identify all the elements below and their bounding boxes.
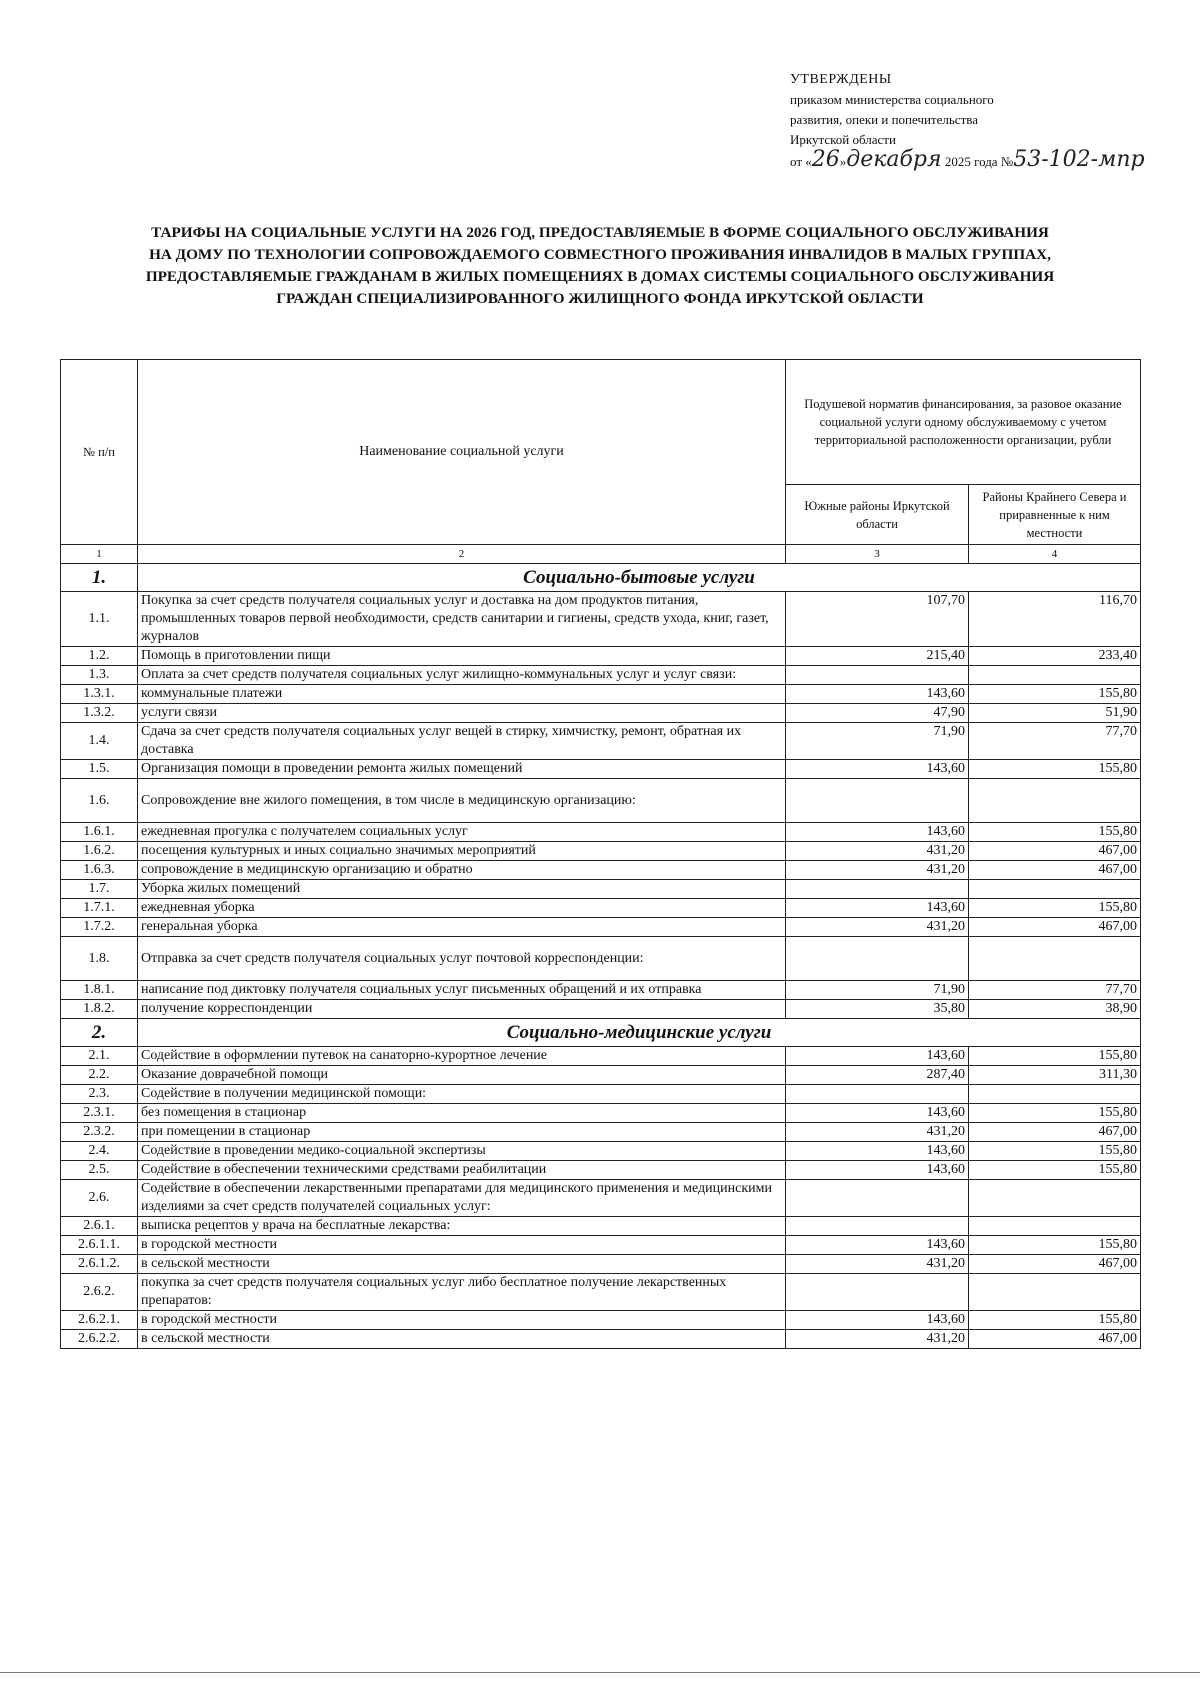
table-row: [61, 1085, 1141, 1104]
table-row: [61, 704, 1141, 723]
table-row: [61, 1000, 1141, 1019]
tariff-north: 38,90: [969, 1000, 1141, 1019]
date-mid: »: [839, 154, 847, 169]
row-number: 2.3.1.: [61, 1104, 138, 1123]
tariff-north: 155,80: [969, 1161, 1141, 1180]
header-norm: Подушевой норматив финансирования, за разовое оказание социальной услуги одному обслуживаемому с учетом территориальной расположенности организации, рубли: [786, 360, 1141, 485]
row-number: 2.6.1.2.: [61, 1255, 138, 1274]
tariff-south: 143,60: [786, 1311, 969, 1330]
table-row: [61, 842, 1141, 861]
tariff-north: [969, 1180, 1141, 1217]
tariff-north: 155,80: [969, 1311, 1141, 1330]
tariff-north: [969, 1274, 1141, 1311]
approval-line-2: развития, опеки и попечительства: [790, 112, 978, 127]
table-row: [61, 685, 1141, 704]
row-number: 1.3.2.: [61, 704, 138, 723]
service-name: в сельской местности: [138, 1330, 786, 1349]
header-north: Районы Крайнего Севера и приравненные к ним местности: [969, 485, 1141, 545]
table-row: [61, 592, 1141, 647]
tariff-north: 51,90: [969, 704, 1141, 723]
service-name: Сдача за счет средств получателя социальных услуг вещей в стирку, химчистку, ремонт, обратная их доставка: [138, 723, 786, 760]
approval-block: [790, 70, 1170, 172]
tariff-south: 143,60: [786, 1142, 969, 1161]
header-service-name: Наименование социальной услуги: [138, 360, 786, 545]
tariff-south: 143,60: [786, 760, 969, 779]
tariff-south: 215,40: [786, 647, 969, 666]
tariff-north: 311,30: [969, 1066, 1141, 1085]
tariff-south: [786, 666, 969, 685]
row-number: 2.3.: [61, 1085, 138, 1104]
service-name: в городской местности: [138, 1311, 786, 1330]
table-row: [61, 899, 1141, 918]
tariff-north: 155,80: [969, 1236, 1141, 1255]
service-name: без помещения в стационар: [138, 1104, 786, 1123]
table-row: [61, 1311, 1141, 1330]
tariff-north: 155,80: [969, 685, 1141, 704]
tariff-north: 467,00: [969, 842, 1141, 861]
tariff-north: [969, 880, 1141, 899]
tariff-south: 47,90: [786, 704, 969, 723]
tariff-south: [786, 880, 969, 899]
approval-heading: УТВЕРЖДЕНЫ: [790, 72, 892, 87]
service-name: ежедневная прогулка с получателем социальных услуг: [138, 823, 786, 842]
tariff-south: 143,60: [786, 1161, 969, 1180]
row-number: 2.6.2.: [61, 1274, 138, 1311]
service-name: выписка рецептов у врача на бесплатные лекарства:: [138, 1217, 786, 1236]
row-number: 2.3.2.: [61, 1123, 138, 1142]
tariff-south: 143,60: [786, 1104, 969, 1123]
table-row: [61, 1330, 1141, 1349]
tariff-north: 155,80: [969, 1142, 1141, 1161]
row-number: 2.6.2.1.: [61, 1311, 138, 1330]
row-number: 1.2.: [61, 647, 138, 666]
service-name: Покупка за счет средств получателя социальных услуг и доставка на дом продуктов питания, промышленных товаров первой необходимости, средств санитарии и гигиены, средств ухода, книг, газет, журналов: [138, 592, 786, 647]
tariff-south: 431,20: [786, 1123, 969, 1142]
table-row: [61, 1104, 1141, 1123]
tariff-south: [786, 937, 969, 981]
tariff-north: 155,80: [969, 899, 1141, 918]
row-number: 2.6.: [61, 1180, 138, 1217]
row-number: 1.1.: [61, 592, 138, 647]
tariff-south: 287,40: [786, 1066, 969, 1085]
table-row: [61, 861, 1141, 880]
service-name: Содействие в обеспечении лекарственными препаратами для медицинского применения и медицинскими изделиями за счет средств получателей социальных услуг:: [138, 1180, 786, 1217]
tariff-south: 431,20: [786, 1255, 969, 1274]
title-line-1: ТАРИФЫ НА СОЦИАЛЬНЫЕ УСЛУГИ НА 2026 ГОД, ПРЕДОСТАВЛЯЕМЫЕ В ФОРМЕ СОЦИАЛЬНОГО ОБСЛУЖИВАНИЯ: [151, 224, 1049, 241]
row-number: 1.7.1.: [61, 899, 138, 918]
service-name: покупка за счет средств получателя социальных услуг либо бесплатное получение лекарственных препаратов:: [138, 1274, 786, 1311]
tariff-north: 77,70: [969, 723, 1141, 760]
service-name: Помощь в приготовлении пищи: [138, 647, 786, 666]
section-number: 2.: [61, 1019, 138, 1047]
row-number: 1.8.2.: [61, 1000, 138, 1019]
tariff-north: [969, 1217, 1141, 1236]
row-number: 1.4.: [61, 723, 138, 760]
row-number: 1.8.: [61, 937, 138, 981]
row-number: 1.5.: [61, 760, 138, 779]
table-row: [61, 1255, 1141, 1274]
tariffs-table-body: [61, 564, 1141, 1349]
row-number: 2.5.: [61, 1161, 138, 1180]
table-row: [61, 1066, 1141, 1085]
date-prefix: от «: [790, 154, 812, 169]
row-number: 1.3.: [61, 666, 138, 685]
column-index-3: 3: [786, 545, 969, 564]
service-name: Отправка за счет средств получателя социальных услуг почтовой корреспонденции:: [138, 937, 786, 981]
service-name: Содействие в получении медицинской помощи:: [138, 1085, 786, 1104]
tariff-north: 155,80: [969, 1047, 1141, 1066]
service-name: в сельской местности: [138, 1255, 786, 1274]
service-name: Сопровождение вне жилого помещения, в том числе в медицинскую организацию:: [138, 779, 786, 823]
tariff-north: 467,00: [969, 918, 1141, 937]
row-number: 1.6.2.: [61, 842, 138, 861]
table-row: [61, 723, 1141, 760]
table-row: [61, 1236, 1141, 1255]
tariff-south: 107,70: [786, 592, 969, 647]
tariff-north: 155,80: [969, 1104, 1141, 1123]
column-index-4: 4: [969, 545, 1141, 564]
service-name: написание под диктовку получателя социальных услуг письменных обращений и их отправка: [138, 981, 786, 1000]
row-number: 2.6.1.1.: [61, 1236, 138, 1255]
tariff-south: 143,60: [786, 1047, 969, 1066]
tariff-north: [969, 779, 1141, 823]
table-row: [61, 1217, 1141, 1236]
table-row: [61, 937, 1141, 981]
row-number: 1.8.1.: [61, 981, 138, 1000]
handwritten-order-number: 53-102-мпр: [1013, 147, 1145, 172]
table-row: [61, 647, 1141, 666]
table-row: [61, 1142, 1141, 1161]
tariff-south: [786, 1274, 969, 1311]
service-name: коммунальные платежи: [138, 685, 786, 704]
tariff-south: 431,20: [786, 918, 969, 937]
title-line-3: ПРЕДОСТАВЛЯЕМЫЕ ГРАЖДАНАМ В ЖИЛЫХ ПОМЕЩЕНИЯХ В ДОМАХ СИСТЕМЫ СОЦИАЛЬНОГО ОБСЛУЖИВАНИЯ: [145, 268, 1055, 285]
table-row: [61, 1180, 1141, 1217]
service-name: Содействие в оформлении путевок на санаторно-курортное лечение: [138, 1047, 786, 1066]
row-number: 1.6.3.: [61, 861, 138, 880]
service-name: услуги связи: [138, 704, 786, 723]
tariff-south: 143,60: [786, 1236, 969, 1255]
table-row: [61, 823, 1141, 842]
tariff-north: [969, 666, 1141, 685]
tariff-south: [786, 1085, 969, 1104]
section-number: 1.: [61, 564, 138, 592]
row-number: 1.3.1.: [61, 685, 138, 704]
row-number: 2.1.: [61, 1047, 138, 1066]
table-row: [61, 880, 1141, 899]
approval-line-3: Иркутской области: [790, 132, 896, 147]
service-name: Содействие в обеспечении техническими средствами реабилитации: [138, 1161, 786, 1180]
tariff-north: 467,00: [969, 1255, 1141, 1274]
service-name: ежедневная уборка: [138, 899, 786, 918]
tariff-north: 77,70: [969, 981, 1141, 1000]
table-row: [61, 981, 1141, 1000]
service-name: Оплата за счет средств получателя социальных услуг жилищно-коммунальных услуг и услуг связи:: [138, 666, 786, 685]
service-name: Организация помощи в проведении ремонта жилых помещений: [138, 760, 786, 779]
tariff-north: 233,40: [969, 647, 1141, 666]
tariff-south: 143,60: [786, 899, 969, 918]
title-line-4: ГРАЖДАН СПЕЦИАЛИЗИРОВАННОГО ЖИЛИЩНОГО ФОНДА ИРКУТСКОЙ ОБЛАСТИ: [276, 290, 924, 307]
tariff-south: [786, 1217, 969, 1236]
service-name: Оказание доврачебной помощи: [138, 1066, 786, 1085]
service-name: посещения культурных и иных социально значимых мероприятий: [138, 842, 786, 861]
approval-line-1: приказом министерства социального: [790, 92, 994, 107]
table-row: [61, 1274, 1141, 1311]
tariff-north: [969, 937, 1141, 981]
header-south: Южные районы Иркутской области: [786, 485, 969, 545]
tariff-south: [786, 1180, 969, 1217]
tariff-south: 431,20: [786, 842, 969, 861]
tariff-north: 155,80: [969, 823, 1141, 842]
tariff-south: 71,90: [786, 723, 969, 760]
table-row: [61, 918, 1141, 937]
table-row: [61, 1047, 1141, 1066]
title-line-2: НА ДОМУ ПО ТЕХНОЛОГИИ СОПРОВОЖДАЕМОГО СОВМЕСТНОГО ПРОЖИВАНИЯ ИНВАЛИДОВ В МАЛЫХ ГРУППАХ,: [149, 246, 1051, 263]
service-name: в городской местности: [138, 1236, 786, 1255]
tariff-north: 467,00: [969, 1330, 1141, 1349]
section-title: Социально-медицинские услуги: [138, 1019, 1141, 1047]
approval-date-line: [790, 147, 1170, 172]
service-name: Содействие в проведении медико-социальной экспертизы: [138, 1142, 786, 1161]
column-index-1: 1: [61, 545, 138, 564]
service-name: сопровождение в медицинскую организацию и обратно: [138, 861, 786, 880]
table-row: [61, 666, 1141, 685]
row-number: 2.6.1.: [61, 1217, 138, 1236]
handwritten-day: 26: [811, 147, 840, 172]
row-number: 1.6.: [61, 779, 138, 823]
row-number: 2.2.: [61, 1066, 138, 1085]
row-number: 2.4.: [61, 1142, 138, 1161]
tariff-north: 467,00: [969, 861, 1141, 880]
date-suffix: 2025 года №: [941, 154, 1014, 169]
tariff-south: 431,20: [786, 861, 969, 880]
row-number: 1.7.2.: [61, 918, 138, 937]
tariff-south: [786, 779, 969, 823]
column-index-2: 2: [138, 545, 786, 564]
page-edge-line: [0, 1672, 1200, 1673]
section-row: [61, 564, 1141, 592]
section-row: [61, 1019, 1141, 1047]
tariff-south: 35,80: [786, 1000, 969, 1019]
handwritten-month: декабря: [846, 147, 942, 172]
tariff-north: 116,70: [969, 592, 1141, 647]
tariff-south: 143,60: [786, 685, 969, 704]
service-name: при помещении в стационар: [138, 1123, 786, 1142]
table-row: [61, 1161, 1141, 1180]
section-title: Социально-бытовые услуги: [138, 564, 1141, 592]
tariffs-table: [60, 359, 1141, 1349]
row-number: 2.6.2.2.: [61, 1330, 138, 1349]
row-number: 1.7.: [61, 880, 138, 899]
table-row: [61, 779, 1141, 823]
row-number: 1.6.1.: [61, 823, 138, 842]
tariff-south: 71,90: [786, 981, 969, 1000]
tariff-north: [969, 1085, 1141, 1104]
service-name: Уборка жилых помещений: [138, 880, 786, 899]
tariff-south: 143,60: [786, 823, 969, 842]
header-num: № п/п: [61, 360, 138, 545]
tariff-north: 155,80: [969, 760, 1141, 779]
table-row: [61, 760, 1141, 779]
service-name: получение корреспонденции: [138, 1000, 786, 1019]
tariff-south: 431,20: [786, 1330, 969, 1349]
document-title: [40, 222, 1160, 310]
tariff-north: 467,00: [969, 1123, 1141, 1142]
table-row: [61, 1123, 1141, 1142]
service-name: генеральная уборка: [138, 918, 786, 937]
